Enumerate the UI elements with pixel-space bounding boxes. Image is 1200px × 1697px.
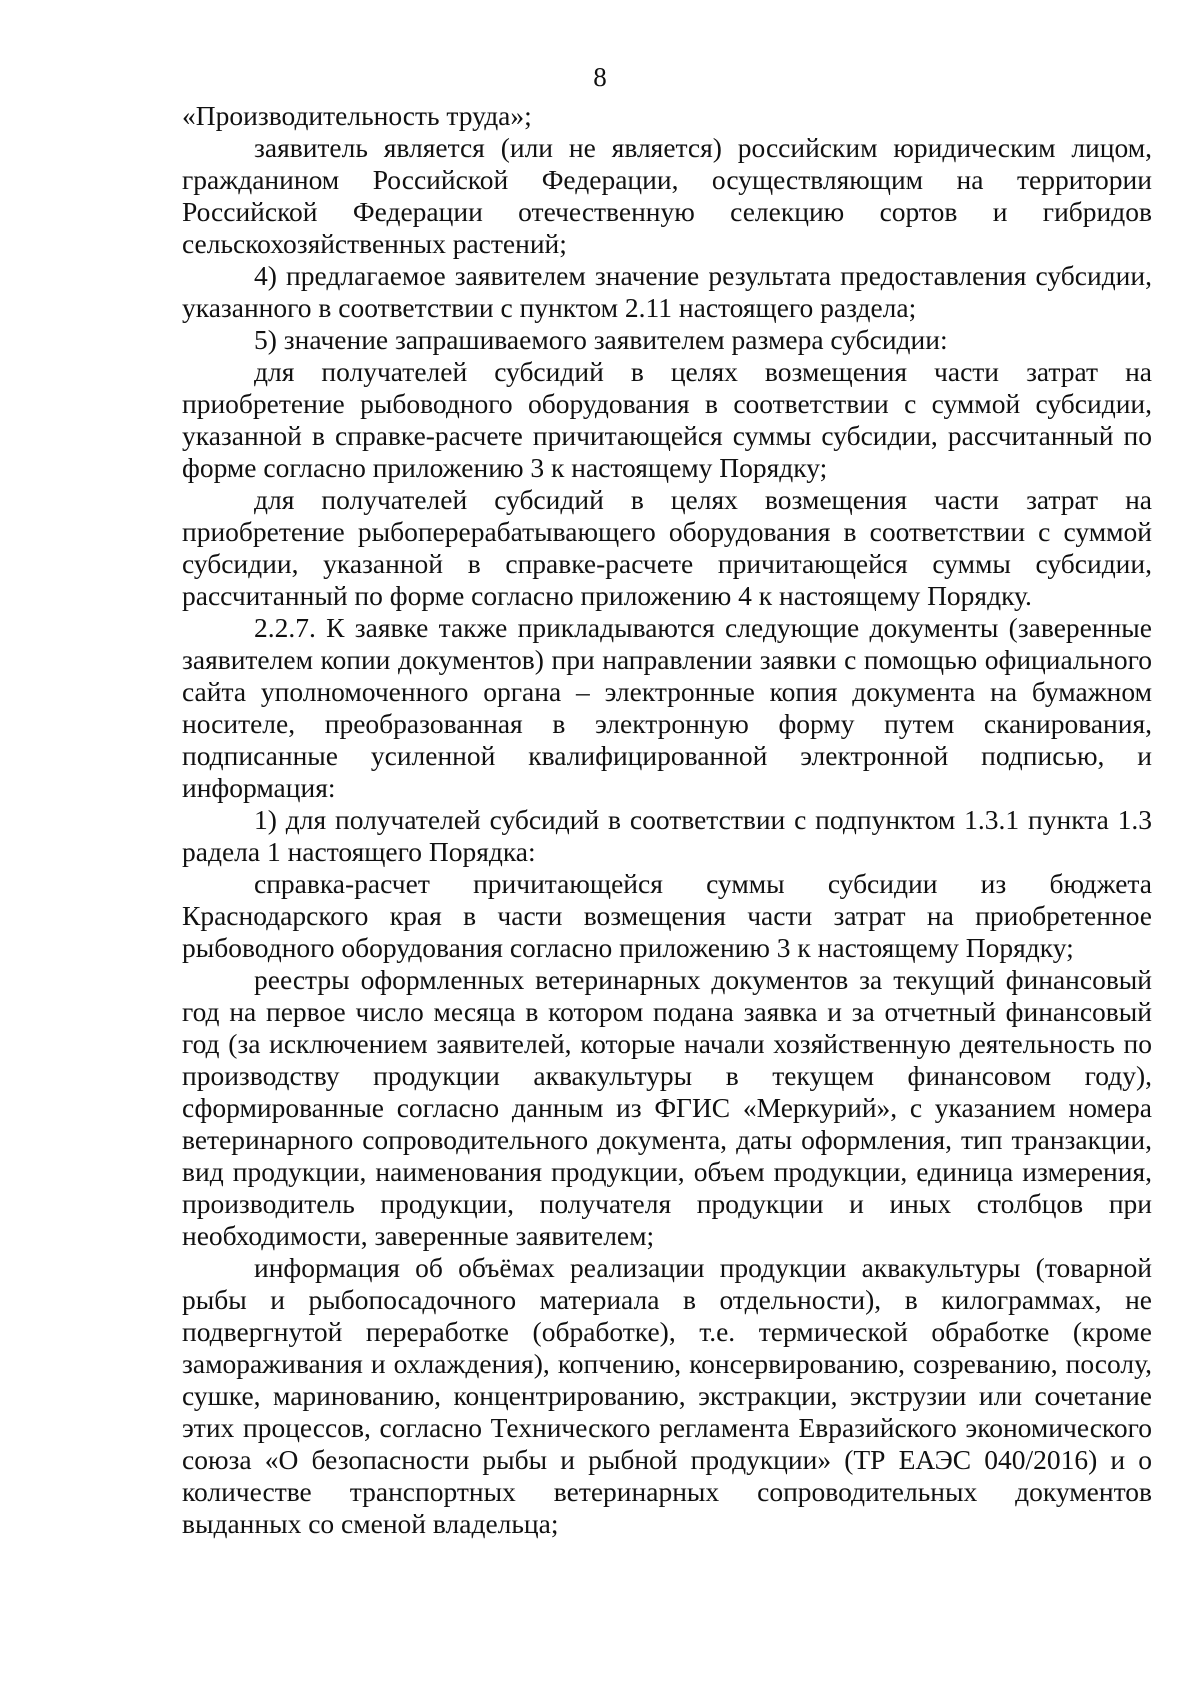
paragraph-10: реестры оформленных ветеринарных документов за текущий финансовый год на первое число месяца в котором подана заявка и за отчетный финансовый год (за исключением заявителей, которые начали хозяйственную деятельность по производству продукции аквакультуры в текущем финансовом году), сформированные согласно данным из ФГИС «Меркурий», с указанием номера ветеринарного сопроводительного документа, даты оформления, тип транзакции, вид продукции, наименования продукции, объем продукции, единица измерения, производитель продукции, получателя продукции и иных столбцов при необходимости, заверенные заявителем; <box>182 964 1152 1251</box>
paragraph-5: для получателей субсидий в целях возмещения части затрат на приобретение рыбоводного оборудования в соответствии с суммой субсидии, указанной в справке-расчете причитающейся суммы субсидии, рассчитанный по форме согласно приложению 3 к настоящему Порядку; <box>182 356 1152 483</box>
paragraph-7: 2.2.7. К заявке также прикладываются следующие документы (заверенные заявителем копии документов) при направлении заявки с помощью официального сайта уполномоченного органа – электронные копия документа на бумажном носителе, преобразованная в электронную форму путем сканирования, подписанные усиленной квалифицированной электронной подписью, и информация: <box>182 612 1152 803</box>
page-number: 8 <box>593 62 607 92</box>
paragraph-9: справка-расчет причитающейся суммы субсидии из бюджета Краснодарского края в части возмещения части затрат на приобретенное рыбоводного оборудования согласно приложению 3 к настоящему Порядку; <box>182 868 1152 963</box>
paragraph-3: 4) предлагаемое заявителем значение результата предоставления субсидии, указанного в соответствии с пунктом 2.11 настоящего раздела; <box>182 260 1152 323</box>
paragraph-4: 5) значение запрашиваемого заявителем размера субсидии: <box>254 324 948 355</box>
paragraph-1: «Производительность труда»; <box>182 100 532 131</box>
document-body <box>182 100 1152 1540</box>
paragraph-2: заявитель является (или не является) российским юридическим лицом, гражданином Российской Федерации, осуществляющим на территории Российской Федерации отечественную селекцию сортов и гибридов сельскохозяйственных растений; <box>182 132 1152 259</box>
paragraph-11: информация об объёмах реализации продукции аквакультуры (товарной рыбы и рыбопосадочного материала в отдельности), в килограммах, не подвергнутой переработке (обработке), т.е. термической обработке (кроме замораживания и охлаждения), копчению, консервированию, созреванию, посолу, сушке, маринованию, концентрированию, экстракции, экструзии или сочетание этих процессов, согласно Технического регламента Евразийского экономического союза «О безопасности рыбы и рыбной продукции» (ТР ЕАЭС 040/2016) и о количестве транспортных ветеринарных сопроводительных документов выданных со сменой владельца; <box>182 1252 1152 1539</box>
paragraph-6: для получателей субсидий в целях возмещения части затрат на приобретение рыбоперерабатывающего оборудования в соответствии с суммой субсидии, указанной в справке-расчете причитающейся суммы субсидии, рассчитанный по форме согласно приложению 4 к настоящему Порядку. <box>182 484 1152 611</box>
paragraph-8: 1) для получателей субсидий в соответствии с подпунктом 1.3.1 пункта 1.3 радела 1 настоящего Порядка: <box>182 804 1152 867</box>
